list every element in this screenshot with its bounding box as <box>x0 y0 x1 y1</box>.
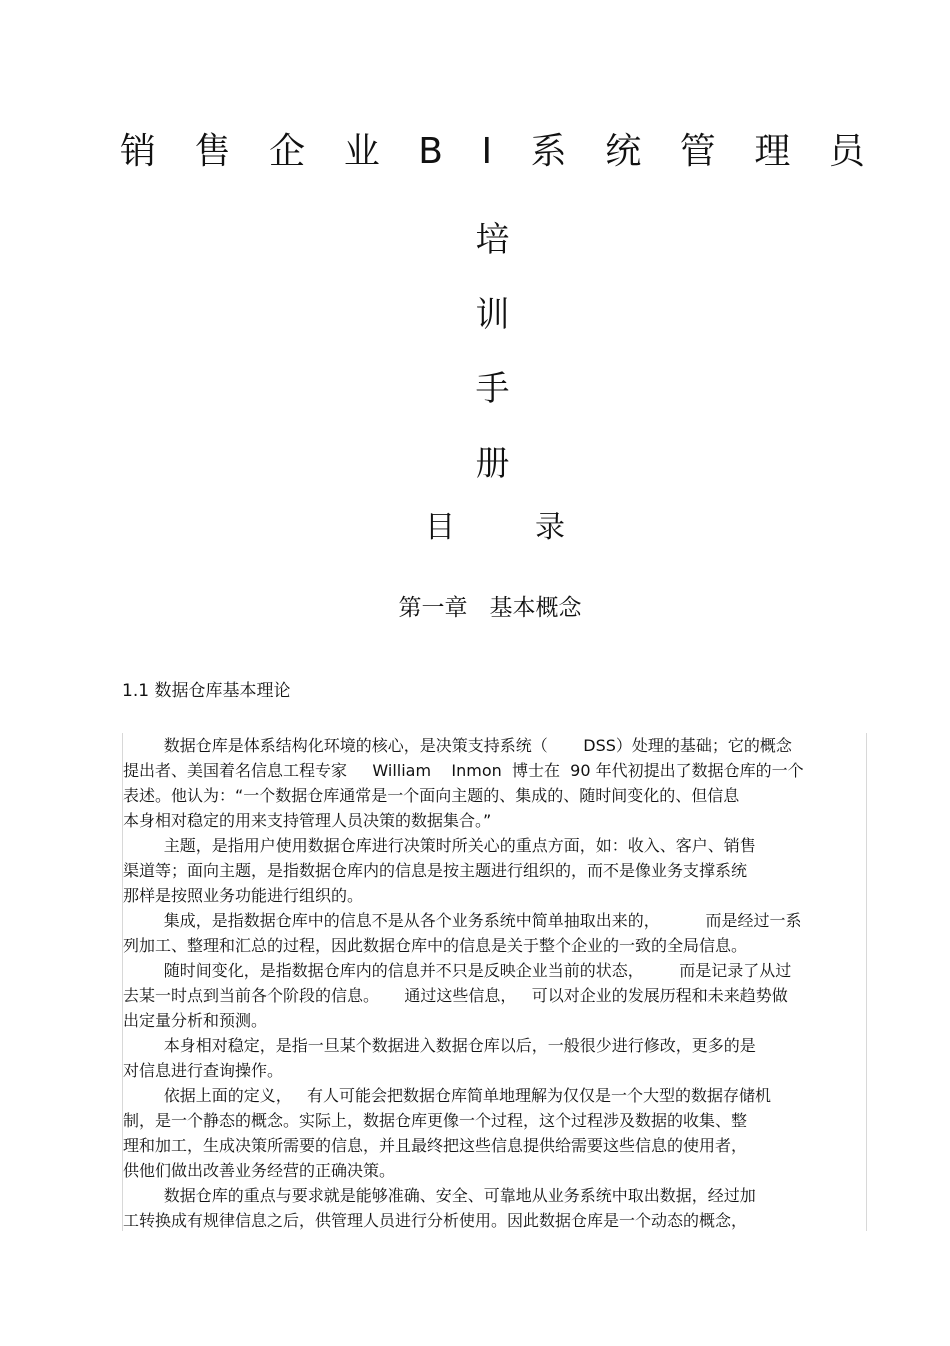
chapter-heading: 第一章 基本概念 <box>398 595 582 621</box>
table-of-contents-heading <box>425 508 565 548</box>
title-char: 系 <box>530 131 567 172</box>
title-char: 员 <box>828 131 865 172</box>
body-line: 集成，是指数据仓库中的信息不是从各个业务系统中简单抽取出来的， 而是经过一系 <box>123 911 802 930</box>
title-char: 售 <box>194 131 231 172</box>
body-line: 去某一时点到当前各个阶段的信息。 通过这些信息， 可以对企业的发展历程和未来趋势做 <box>123 986 788 1005</box>
document-title <box>120 128 865 176</box>
body-line: 供他们做出改善业务经营的正确决策。 <box>123 1161 396 1180</box>
body-text <box>123 733 865 1233</box>
body-line: 主题，是指用户使用数据仓库进行决策时所关心的重点方面，如：收入、客户、销售 <box>123 836 756 855</box>
body-line: 数据仓库是体系结构化环境的核心，是决策支持系统（ DSS）处理的基础；它的概念 <box>123 736 792 755</box>
title-char: 统 <box>605 131 642 172</box>
title-char: 销 <box>120 131 157 172</box>
title-vertical-char: 训 <box>475 295 510 335</box>
toc-char: 目 <box>425 510 455 545</box>
body-line: 对信息进行查询操作。 <box>123 1061 284 1080</box>
title-vertical-char: 册 <box>475 444 510 484</box>
body-line: 工转换成有规律信息之后，供管理人员进行分析使用。因此数据仓库是一个动态的概念， <box>123 1211 748 1230</box>
body-line: 本身相对稳定，是指一旦某个数据进入数据仓库以后，一般很少进行修改，更多的是 <box>123 1036 756 1055</box>
body-line: 随时间变化，是指数据仓库内的信息并不只是反映企业当前的状态， 而是记录了从过 <box>123 961 792 980</box>
body-line: 数据仓库的重点与要求就是能够准确、安全、可靠地从业务系统中取出数据，经过加 <box>123 1186 756 1205</box>
title-char: 理 <box>754 131 791 172</box>
title-vertical-char: 培 <box>475 220 510 260</box>
title-char: B <box>418 131 443 172</box>
body-line: 依据上面的定义， 有人可能会把数据仓库简单地理解为仅仅是一个大型的数据存储机 <box>123 1086 771 1105</box>
body-line: 那样是按照业务功能进行组织的。 <box>123 886 364 905</box>
body-line: 制，是一个静态的概念。实际上，数据仓库更像一个过程，这个过程涉及数据的收集、整 <box>123 1111 748 1130</box>
body-line: 列加工、整理和汇总的过程，因此数据仓库中的信息是关于整个企业的一致的全局信息。 <box>123 936 748 955</box>
title-char: 管 <box>679 131 716 172</box>
body-line: 渠道等；面向主题，是指数据仓库内的信息是按主题进行组织的，而不是像业务支撑系统 <box>123 861 748 880</box>
section-heading: 1.1 数据仓库基本理论 <box>122 681 291 701</box>
title-char: I <box>481 131 493 172</box>
body-line: 提出者、美国着名信息工程专家 William Inmon 博士在 90 年代初提出了数据仓库的一个 <box>123 761 804 780</box>
toc-char: 录 <box>535 510 565 545</box>
body-line: 表述。他认为：“一个数据仓库通常是一个面向主题的、集成的、随时间变化的、但信息 <box>123 786 740 805</box>
title-char: 业 <box>343 131 380 172</box>
body-line: 本身相对稳定的用来支持管理人员决策的数据集合。” <box>123 811 492 830</box>
title-vertical-char: 手 <box>475 369 510 409</box>
body-line: 出定量分析和预测。 <box>123 1011 268 1030</box>
title-char: 企 <box>269 131 306 172</box>
body-line: 理和加工，生成决策所需要的信息，并且最终把这些信息提供给需要这些信息的使用者， <box>123 1136 748 1155</box>
